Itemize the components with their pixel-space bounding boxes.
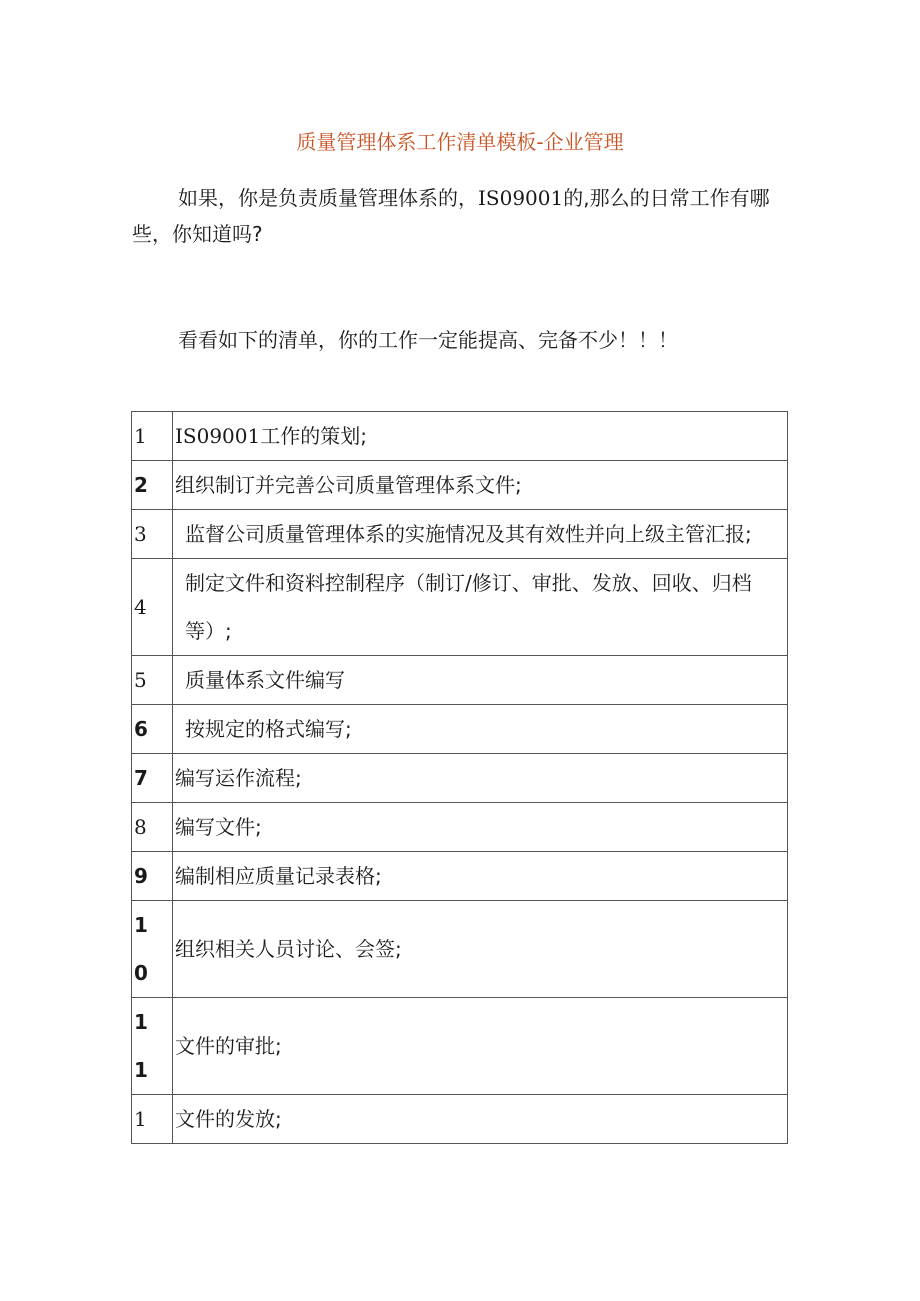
row-text: 监督公司质量管理体系的实施情况及其有效性并向上级主管汇报; (173, 510, 788, 559)
row-text (173, 412, 788, 461)
intro-text-part2: 的,那么的日常工作有哪些，你知道吗? (132, 186, 770, 246)
row-text: 按规定的格式编写; (173, 705, 788, 754)
intro-text-part1: 如果，你是负责质量管理体系的， (178, 186, 478, 210)
table-row (132, 705, 788, 754)
intro-iso-standard: IS09001 (478, 186, 564, 210)
list-lead-in: 看看如下的清单，你的工作一定能提高、完备不少！！！ (178, 328, 678, 352)
table-row (132, 754, 788, 803)
intro-paragraph (132, 180, 792, 252)
row-text: 组织制订并完善公司质量管理体系文件; (173, 461, 788, 510)
row-number: 2 (132, 461, 173, 510)
table-row (132, 412, 788, 461)
table-row (132, 901, 788, 998)
row-number: 7 (132, 754, 173, 803)
table-row (132, 803, 788, 852)
row-number-digit: 1 (134, 1010, 148, 1034)
row-text: 文件的审批; (173, 998, 788, 1095)
row-number: 1 (132, 1095, 173, 1144)
table-row (132, 998, 788, 1095)
row-text: 编写文件; (173, 803, 788, 852)
table-row (132, 461, 788, 510)
row-number-digit: 1 (134, 1058, 148, 1082)
work-list-table (131, 411, 788, 1144)
row-text: 制定文件和资料控制程序（制订/修订、审批、发放、回收、归档等）; (173, 559, 788, 656)
row-text: 质量体系文件编写 (173, 656, 788, 705)
row-number: 4 (132, 559, 173, 656)
row-number: 1 (132, 412, 173, 461)
row-text-prefix: IS09001 (175, 424, 261, 448)
row-text: 编制相应质量记录表格; (173, 852, 788, 901)
document-title: 质量管理体系工作清单模板-企业管理 (296, 130, 624, 154)
table-row (132, 559, 788, 656)
row-text: 文件的发放; (173, 1095, 788, 1144)
table-row (132, 656, 788, 705)
row-number-digit: 1 (134, 913, 148, 937)
row-number: 6 (132, 705, 173, 754)
table-row (132, 852, 788, 901)
row-number: 3 (132, 510, 173, 559)
row-number (132, 998, 173, 1095)
table-row (132, 510, 788, 559)
row-number: 8 (132, 803, 173, 852)
row-number: 5 (132, 656, 173, 705)
table-row (132, 1095, 788, 1144)
row-text: 编写运作流程; (173, 754, 788, 803)
row-text: 组织相关人员讨论、会签; (173, 901, 788, 998)
row-number (132, 901, 173, 998)
row-number: 9 (132, 852, 173, 901)
row-text-body: 工作的策划; (260, 424, 367, 448)
row-number-digit: 0 (134, 961, 148, 985)
